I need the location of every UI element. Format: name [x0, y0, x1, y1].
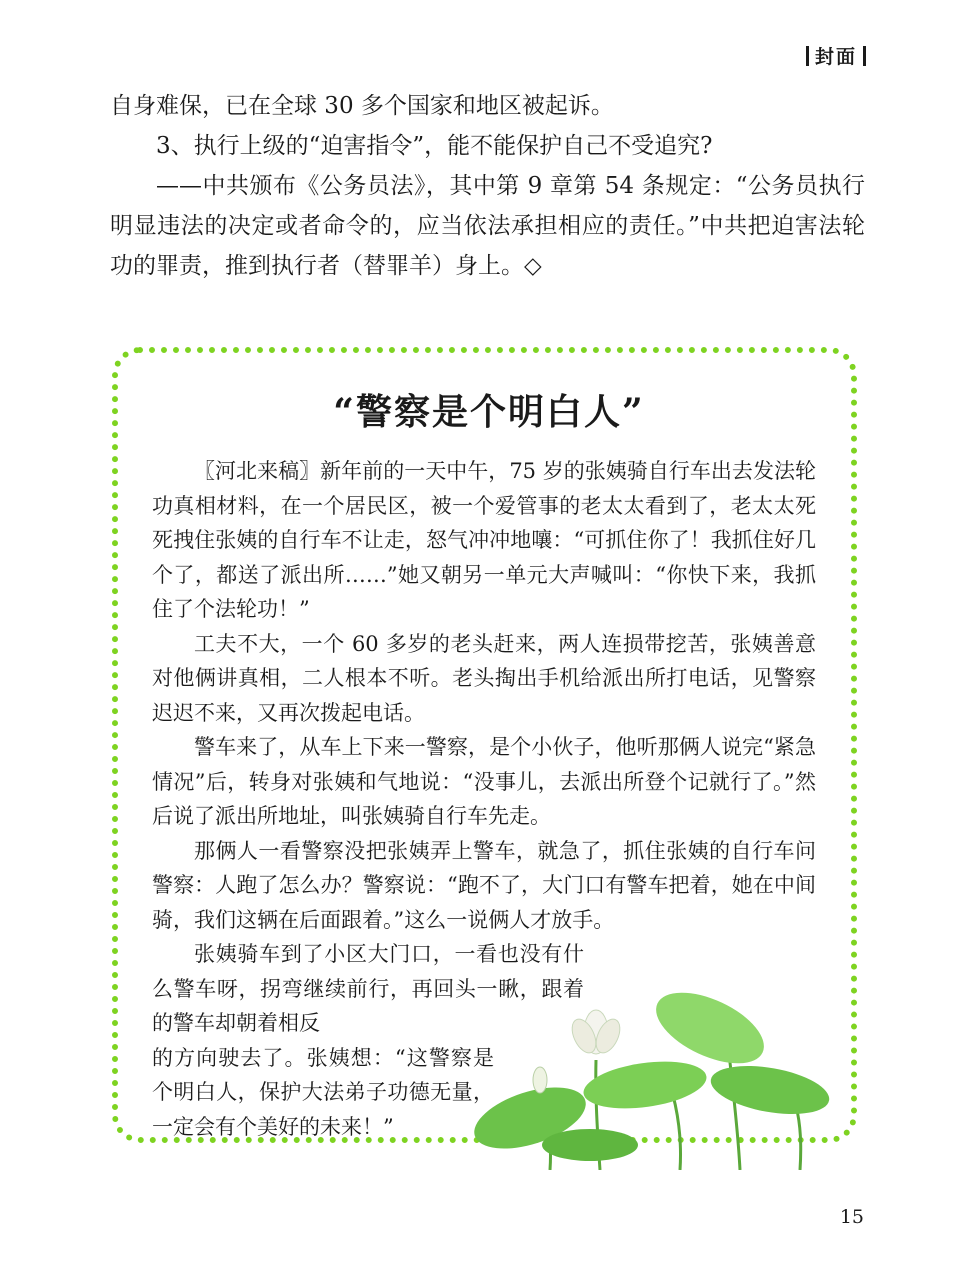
lotus-leaf: [581, 1055, 710, 1116]
article-paragraph: 自身难保，已在全球 30 多个国家和地区被起诉。: [110, 93, 614, 119]
article-ending: [110, 86, 865, 286]
story-paragraph: 警车来了，从车上下来一警察，是个小伙子，他听那俩人说完“紧急情况”后，转身对张姨和气地说：“没事儿，去派出所登个记就行了。”然后说了派出所地址，叫张姨骑自行车先走。: [152, 735, 816, 828]
article-question: 3、执行上级的“迫害指令”，能不能保护自己不受追究?: [156, 133, 713, 159]
lotus-bud: [533, 1067, 547, 1093]
page-number: 15: [839, 1206, 864, 1228]
lotus-leaf: [707, 1058, 833, 1122]
story-paragraph: 工夫不大，一个 60 多岁的老头赶来，两人连损带挖苦，张姨善意对他俩讲真相，二人根本不听。老头掏出手机给派出所打电话，见警察迟迟不来，又再次拨起电话。: [152, 631, 816, 725]
callout-title: “警察是个明白人”: [333, 391, 645, 433]
section-bar-right: [863, 46, 866, 66]
lotus-illustration: [470, 990, 850, 1170]
lotus-leaf: [542, 1129, 638, 1161]
story-paragraph: 〖河北来稿〗新年前的一天中午，75 岁的张姨骑自行车出去发法轮功真相材料，在一个居民区，被一个爱管事的老太太看到了，老太太死死拽住张姨的自行车不让走，怒气冲冲地嚷：“可抓住你了！我抓住好几个了，都送了派出所……”她又朝另一单元大声喊叫：“你快下来，我抓住了个法轮功！”: [152, 459, 816, 621]
lotus-flower: [567, 1010, 624, 1057]
section-bar-left: [806, 46, 809, 66]
story-paragraph: 张姨骑车到了小区大门口，一看也没有什么警车呀，拐弯继续前行，再回头一瞅，跟着的警车却朝着相反: [152, 942, 584, 1035]
section-tag: [806, 42, 866, 69]
story-paragraph: 的方向驶去了。张姨想：“这警察是个明白人，保护大法弟子功德无量，一定会有个美好的未来！”: [152, 1045, 494, 1139]
section-label: 封面: [814, 46, 857, 68]
story-paragraph: 那俩人一看警察没把张姨弄上警车，就急了，抓住张姨的自行车问警察：人跑了怎么办？警察说：“跑不了，大门口有警车把着，她在中间骑，我们这辆在后面跟着。”这么一说俩人才放手。: [152, 838, 816, 932]
article-paragraph: ——中共颁布《公务员法》，其中第 9 章第 54 条规定：“公务员执行明显违法的决定或者命令的，应当依法承担相应的责任。”中共把迫害法轮功的罪责，推到执行者（替罪羊）身上。◇: [110, 173, 865, 279]
